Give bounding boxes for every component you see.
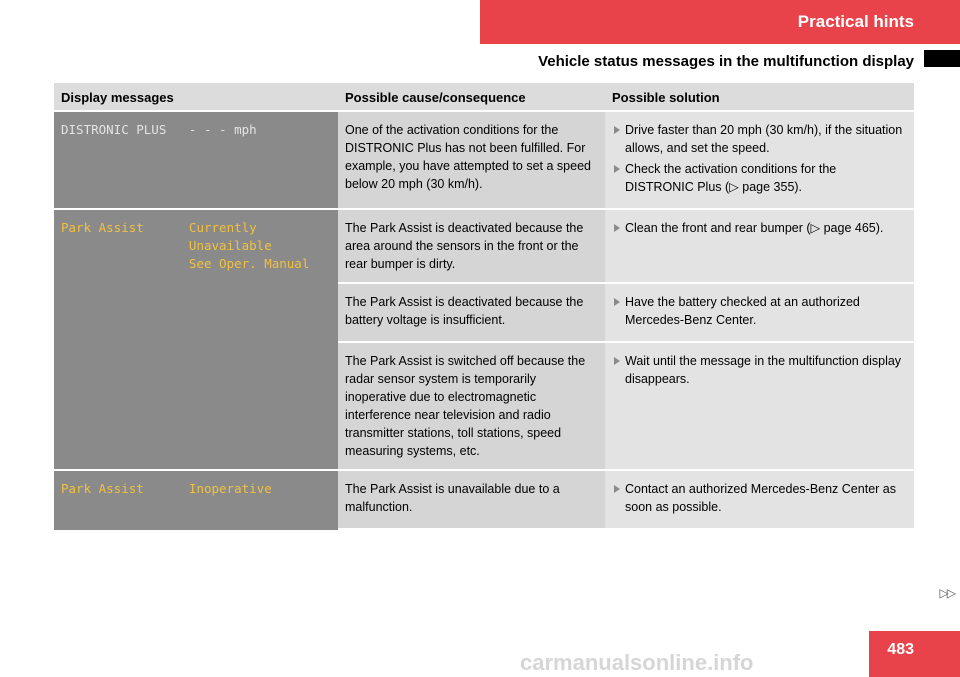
display-message: Park Assist Currently Unavailable See Oper. Manual [54,210,338,471]
solution-cell [605,471,914,530]
solution-item: Drive faster than 20 mph (30 km/h), if the situation allows, and set the speed. [612,121,907,157]
page-number-tab [869,631,960,677]
solution-item: Have the battery checked at an authorized Mercedes-Benz Center. [612,293,907,329]
solution-item: Wait until the message in the multifunction display disappears. [612,352,907,388]
column-header-cause: Possible cause/consequence [338,83,605,112]
cause-cell: The Park Assist is switched off because the radar sensor system is temporarily inoperative due to electromagnetic interference near television and radio transmitter stations, toll stations, speed measuring systems, etc. [338,343,605,471]
solution-item: Clean the front and rear bumper (▷ page 465). [612,219,907,237]
column-header-display: Display messages [54,83,338,112]
solution-item: Check the activation conditions for the DISTRONIC Plus (▷ page 355). [612,160,907,196]
solution-cell [605,343,914,471]
continue-arrow-icon: ▷▷ [939,586,954,600]
section-tab [480,0,960,44]
solution-cell [605,284,914,343]
display-message: DISTRONIC PLUS - - - mph [54,112,338,210]
column-header-solution: Possible solution [605,83,914,112]
cause-cell: One of the activation conditions for the DISTRONIC Plus has not been fulfilled. For example, you have attempted to set a speed below 20 mph (30 km/h). [338,112,605,210]
solution-cell [605,112,914,210]
display-message: Park Assist Inoperative [54,471,338,530]
solution-cell [605,210,914,284]
watermark: carmanualsonline.info [520,650,754,675]
section-title: Practical hints [797,12,914,31]
header-marker-bar [924,50,960,67]
page-subtitle: Vehicle status messages in the multifunction display [538,53,914,70]
solution-item: Contact an authorized Mercedes-Benz Center as soon as possible. [612,480,907,516]
page-number: 483 [887,641,914,658]
cause-cell: The Park Assist is deactivated because the battery voltage is insufficient. [338,284,605,343]
cause-cell: The Park Assist is deactivated because the area around the sensors in the front or the rear bumper is dirty. [338,210,605,284]
cause-cell: The Park Assist is unavailable due to a malfunction. [338,471,605,530]
status-messages-table [54,83,914,530]
